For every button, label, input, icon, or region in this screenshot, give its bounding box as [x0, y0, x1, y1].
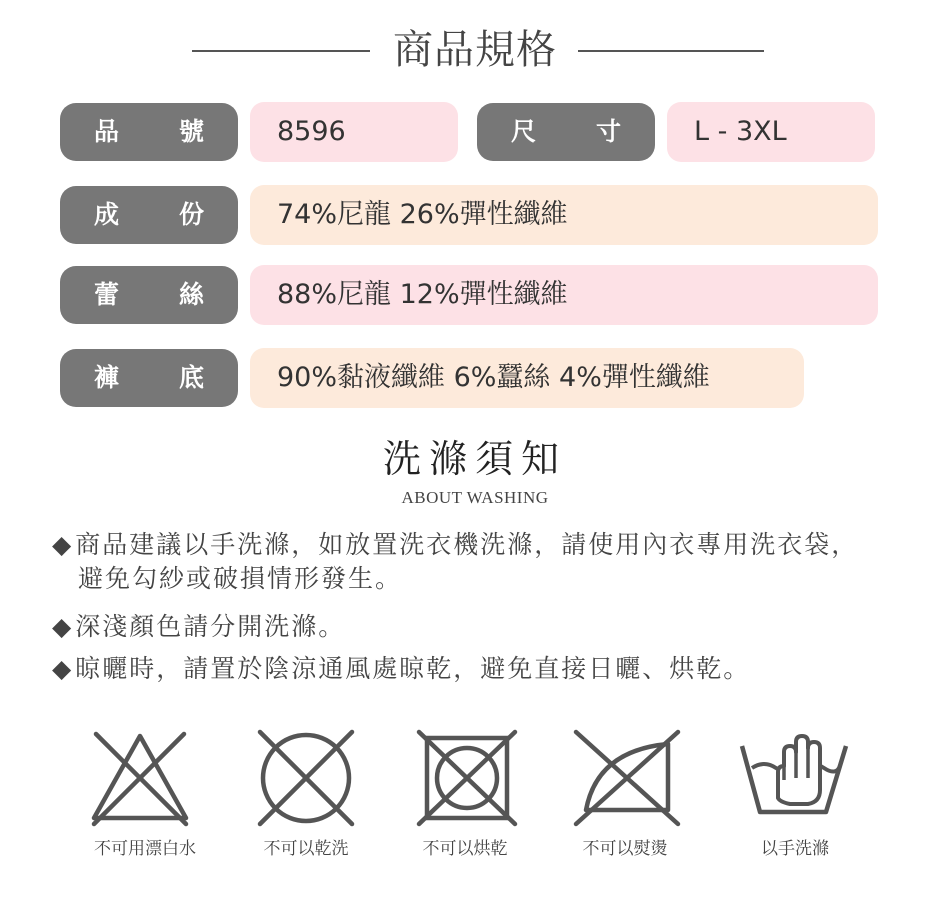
label-size	[477, 103, 655, 161]
no-dry-clean-icon	[254, 728, 358, 828]
caption-hand-wash: 以手洗滌	[761, 839, 829, 859]
label-item-number-char-1: 品	[94, 117, 120, 146]
label-gusset-char-1: 褲	[94, 363, 120, 392]
caption-no-tumble-dry: 不可以烘乾	[422, 839, 508, 859]
caption-no-bleach: 不可用漂白水	[94, 839, 196, 859]
value-gusset: 90%黏液纖維 6%蠶絲 4%彈性纖維	[250, 348, 804, 408]
specs-title: 商品規格	[393, 27, 557, 73]
label-composition-char-1: 成	[94, 200, 120, 229]
value-size: L - 3XL	[667, 102, 875, 162]
washing-note-2-text: 深淺顏色請分開洗滌。	[75, 612, 346, 641]
title-rule-right	[578, 50, 764, 52]
label-item-number-char-2: 號	[178, 117, 204, 146]
washing-note-1-cont	[78, 562, 402, 596]
washing-title: 洗滌須知	[382, 437, 567, 481]
label-composition	[60, 186, 238, 244]
washing-note-1	[52, 528, 858, 562]
no-tumble-dry-icon	[415, 728, 519, 828]
label-composition-char-2: 份	[178, 200, 204, 229]
value-lace: 88%尼龍 12%彈性纖維	[250, 265, 878, 325]
washing-note-1-text: 商品建議以手洗滌，如放置洗衣機洗滌，請使用內衣專用洗衣袋，	[75, 530, 859, 559]
title-rule-left	[192, 50, 370, 52]
washing-note-3	[52, 652, 750, 686]
caption-no-iron: 不可以熨燙	[582, 839, 668, 859]
value-item-number: 8596	[250, 102, 458, 162]
label-lace-char-2: 絲	[178, 280, 204, 309]
label-lace	[60, 266, 238, 324]
no-bleach-icon	[88, 728, 192, 828]
caption-no-dry-clean: 不可以乾洗	[263, 839, 349, 859]
washing-subtitle: ABOUT WASHING	[401, 488, 549, 507]
label-size-char-2: 寸	[595, 117, 621, 146]
label-item-number	[60, 103, 238, 161]
washing-note-2	[52, 610, 345, 644]
washing-note-1-cont-text: 避免勾紗或破損情形發生。	[78, 564, 403, 593]
no-iron-icon	[572, 728, 682, 828]
diamond-bullet-icon: ◆	[52, 612, 74, 641]
diamond-bullet-icon: ◆	[52, 530, 74, 559]
label-gusset	[60, 349, 238, 407]
value-composition: 74%尼龍 26%彈性纖維	[250, 185, 878, 245]
label-lace-char-1: 蕾	[94, 280, 120, 309]
hand-wash-icon	[734, 728, 854, 828]
label-gusset-char-2: 底	[178, 363, 204, 392]
label-size-char-1: 尺	[511, 117, 537, 146]
washing-note-3-text: 晾曬時，請置於陰涼通風處晾乾，避免直接日曬、烘乾。	[75, 654, 751, 683]
diamond-bullet-icon: ◆	[52, 654, 74, 683]
